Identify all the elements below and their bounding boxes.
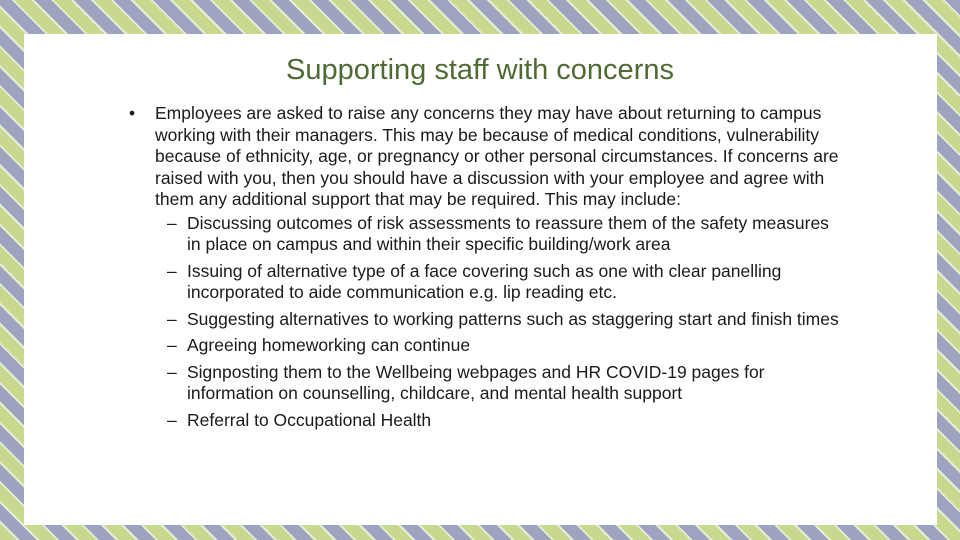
- sub-bullet-text: Suggesting alternatives to working patterns such as staggering start and finish times: [187, 308, 839, 329]
- sub-bullet: [125, 335, 845, 357]
- sub-bullet-list: [125, 213, 845, 432]
- sub-bullet: [125, 213, 845, 256]
- slide-body: [125, 103, 845, 436]
- dash-marker: –: [167, 308, 177, 329]
- sub-bullet: [125, 309, 845, 331]
- main-bullet: [125, 103, 845, 211]
- sub-bullet-text: Referral to Occupational Health: [187, 409, 432, 430]
- main-bullet-text: Employees are asked to raise any concerns they may have about returning to campus working with their managers. This may be because of medical conditions, vulnerability because of ethnicity, age, or pregnancy or other personal circumstances. If concerns are raised with you, then you should have a discussion with your employee and agree with them any additional support that may be required. This may include:: [155, 103, 839, 209]
- sub-bullet-text: Discussing outcomes of risk assessments to reassure them of the safety measures in place on campus and within their specific building/work area: [187, 212, 829, 254]
- sub-bullet: [125, 410, 845, 432]
- bullet-marker: •: [129, 103, 136, 123]
- sub-bullet-text: Agreeing homeworking can continue: [187, 335, 471, 355]
- dash-marker: –: [167, 212, 177, 233]
- sub-bullet-text: Signposting them to the Wellbeing webpages and HR COVID-19 pages for information on counselling, childcare, and mental health support: [187, 361, 765, 403]
- sub-bullet: [125, 261, 845, 304]
- sub-bullet-text: Issuing of alternative type of a face covering such as one with clear panelling incorporated to aide communication e.g. lip reading etc.: [187, 260, 782, 302]
- dash-marker: –: [167, 409, 177, 430]
- dash-marker: –: [167, 335, 177, 355]
- slide-title: Supporting staff with concerns: [286, 54, 674, 86]
- dash-marker: –: [167, 260, 177, 281]
- sub-bullet: [125, 362, 845, 405]
- dash-marker: –: [167, 361, 177, 382]
